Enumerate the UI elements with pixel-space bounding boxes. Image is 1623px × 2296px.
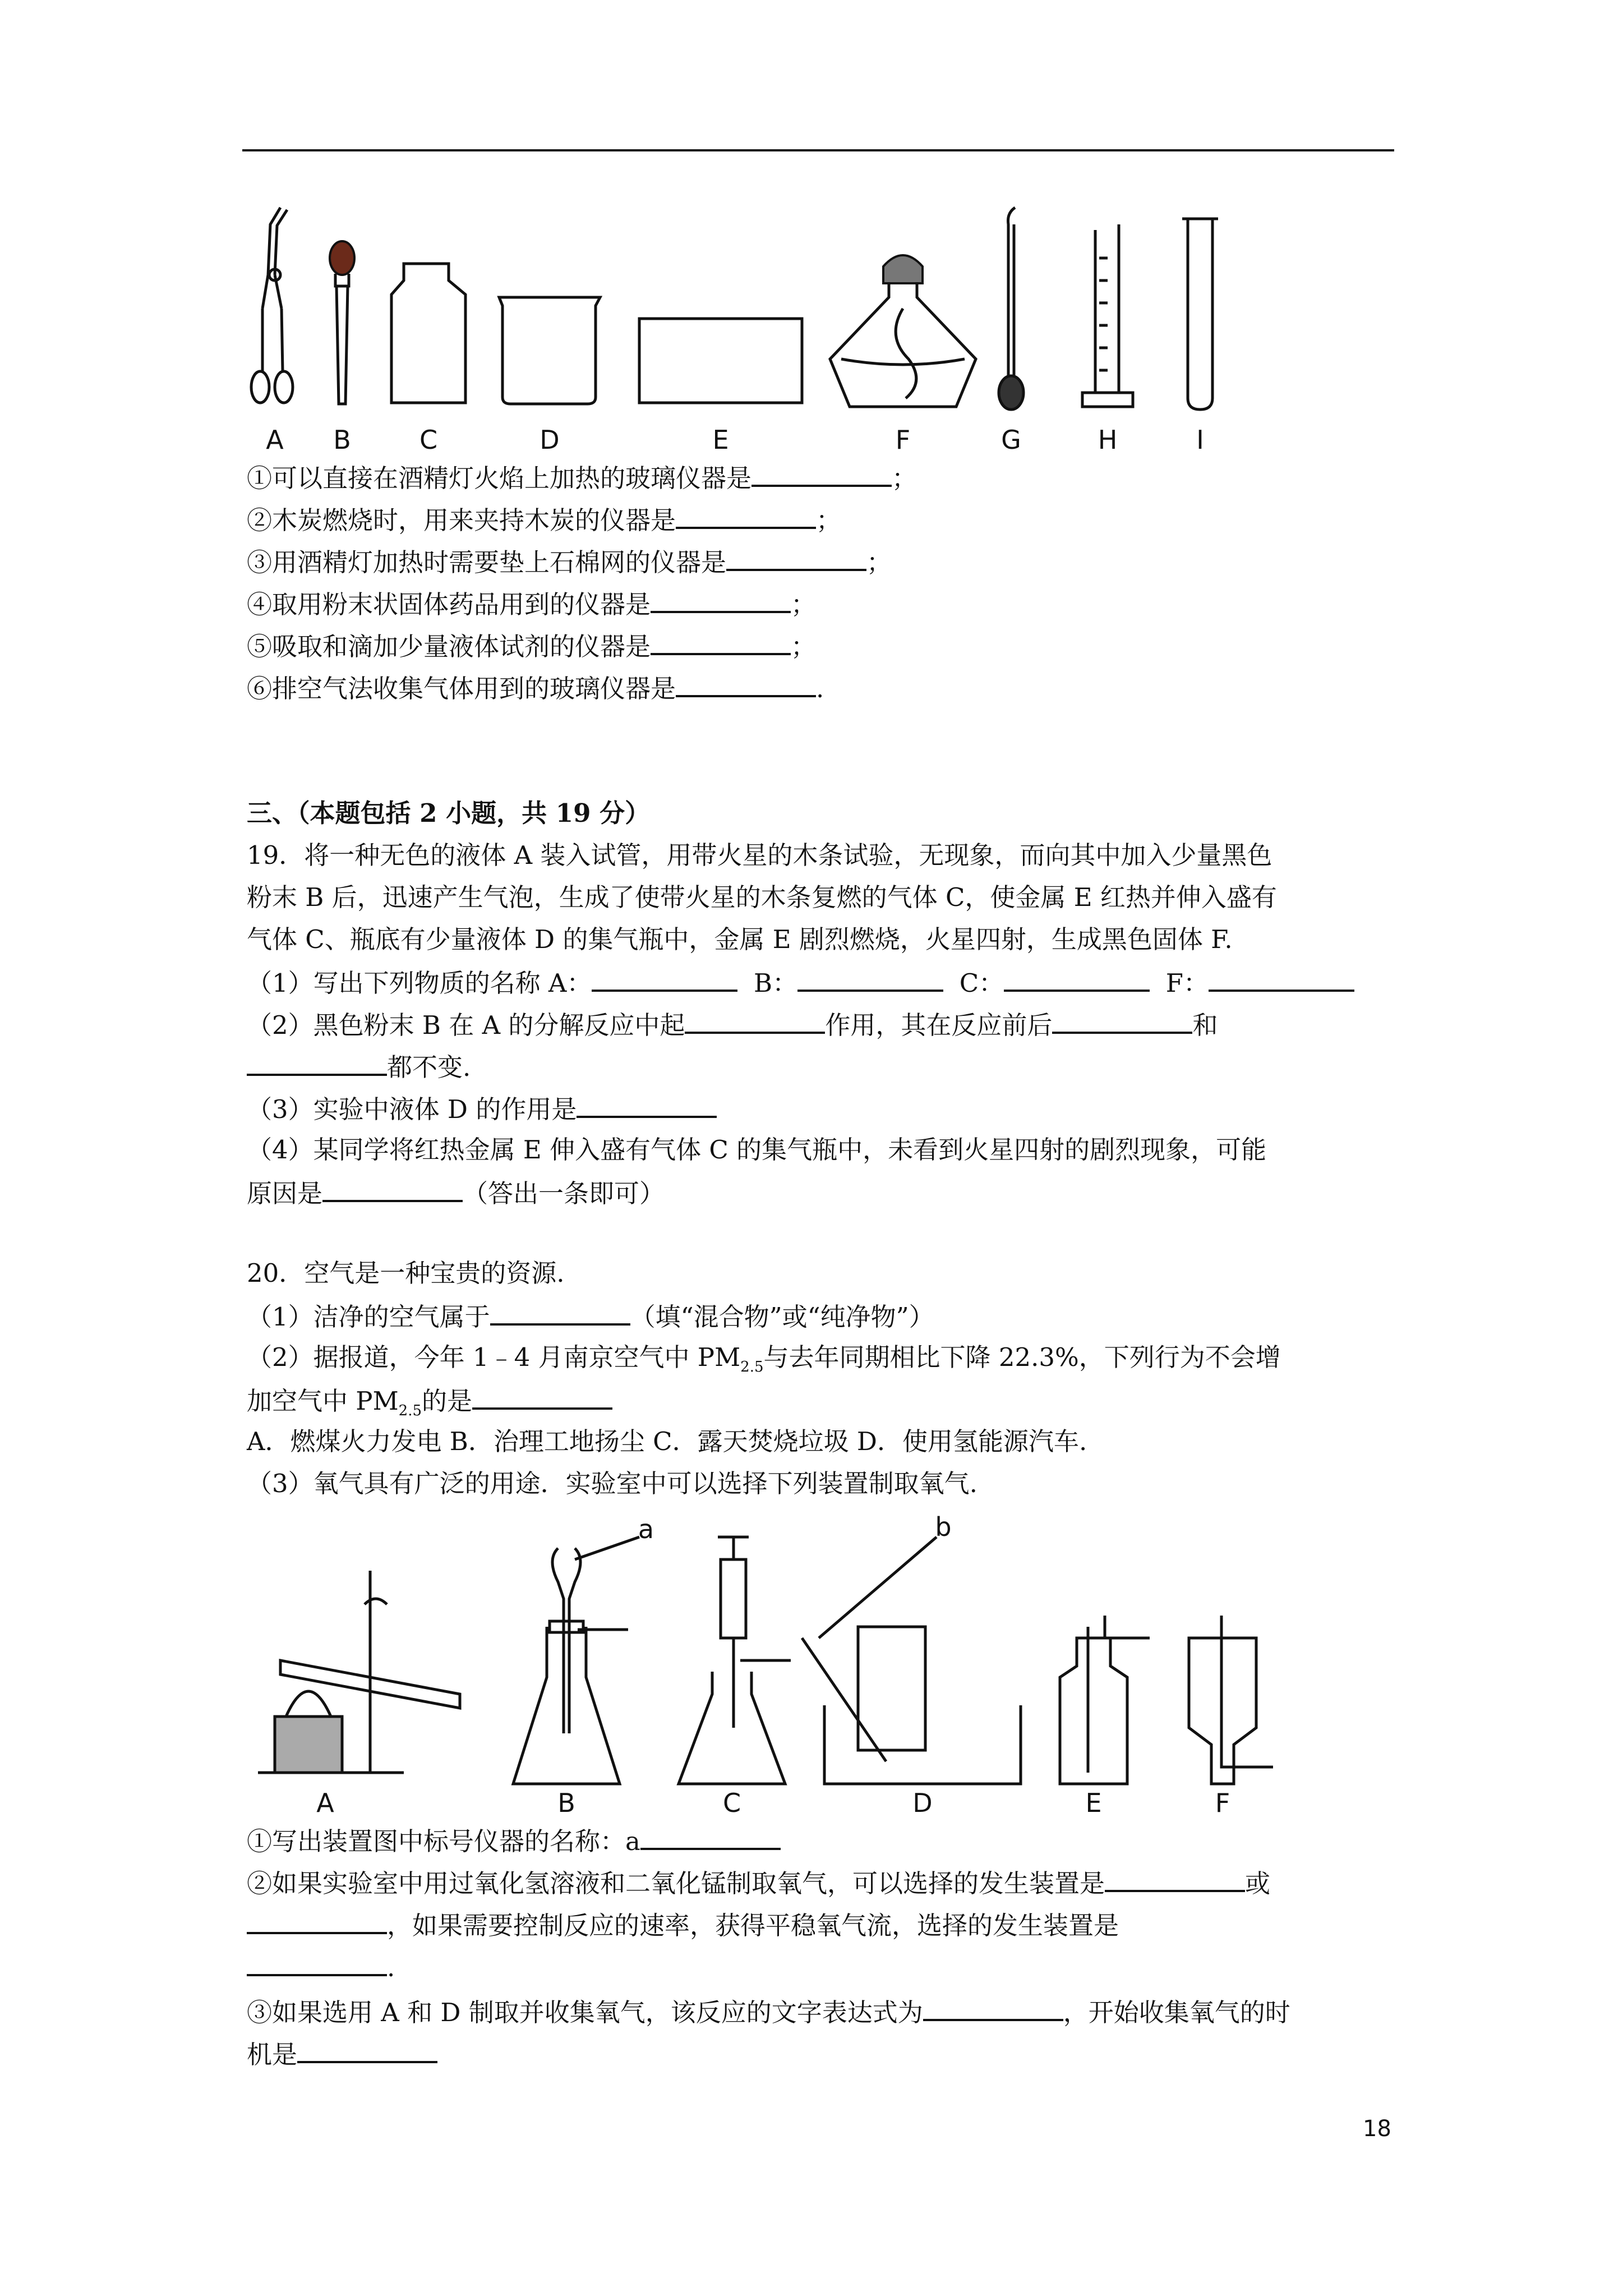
answer-blank[interactable] — [797, 965, 943, 992]
answer-blank[interactable] — [640, 1823, 781, 1850]
answer-blank[interactable] — [592, 965, 737, 992]
instrument-label: H — [1098, 425, 1118, 455]
answer-blank[interactable] — [577, 1091, 717, 1118]
answer-blank[interactable] — [247, 1907, 387, 1934]
header-rule — [242, 149, 1394, 151]
q18-item — [247, 460, 917, 495]
trough-icon — [639, 319, 802, 403]
q19-part4: （4）某同学将红热金属 E 伸入盛有气体 C 的集气瓶中，未看到火星四射的剧烈现象，可能 — [247, 1135, 1267, 1165]
instruments-figure — [236, 191, 1245, 454]
answer-blank[interactable] — [472, 1383, 612, 1410]
answer-blank[interactable] — [751, 460, 892, 487]
q20-part2: （2）据报道，今年 1﹣4 月南京空气中 $PM_{2.5}$与去年同期相比下降 22.3%，下列行为不会增 — [247, 1342, 1281, 1375]
q19-part1: （1）写出下列物质的名称 A： B： C： F： — [247, 965, 1354, 1000]
instrument-label: D — [540, 425, 560, 455]
q19-part3: （3）实验中液体 D 的作用是 — [247, 1091, 717, 1126]
q18-item — [247, 544, 892, 579]
q18-item-end: ； — [866, 547, 892, 577]
callout-label: a — [638, 1514, 654, 1544]
beaker-icon — [499, 297, 600, 404]
q18-item-end: ； — [791, 632, 817, 661]
q20-sub3: ③如果选用 A 和 D 制取并收集氧气，该反应的文字表达式为 ，开始收集氧气的时 — [247, 1994, 1290, 2030]
q18-item-end: ； — [791, 590, 817, 619]
q19-part2: （2）黑色粉末 B 在 A 的分解反应中起 作用，其在反应前后 和 — [247, 1007, 1218, 1042]
graduated-cylinder-icon — [1082, 224, 1133, 407]
answer-blank[interactable] — [490, 1299, 630, 1326]
answer-blank[interactable] — [1105, 1865, 1245, 1892]
answer-blank[interactable] — [1004, 965, 1150, 992]
apparatus-figure — [236, 1512, 1301, 1818]
answer-blank[interactable] — [297, 2036, 437, 2063]
test-tube-icon — [1182, 219, 1218, 409]
instrument-label: C — [419, 425, 438, 455]
answer-blank[interactable] — [322, 1175, 463, 1202]
alcohol-lamp-icon — [830, 255, 976, 407]
q18-item-text: ⑥排空气法收集气体用到的玻璃仪器是 — [247, 674, 676, 703]
q19-stem-3: 气体 C、瓶底有少量液体 D 的集气瓶中，金属 E 剧烈燃烧，火星四射，生成黑色固体 F. — [247, 924, 1233, 954]
q20-sub2: ②如果实验室中用过氧化氢溶液和二氧化锰制取氧气，可以选择的发生装置是 或 — [247, 1865, 1270, 1901]
apparatus-label: C — [722, 1788, 741, 1818]
q18-item-end: ； — [892, 463, 917, 493]
answer-blank[interactable] — [676, 670, 816, 697]
water-collection-icon — [802, 1537, 1021, 1784]
instrument-label: B — [333, 425, 351, 455]
callout-label: b — [935, 1512, 952, 1542]
q19-stem-1: 19．将一种无色的液体 A 装入试管，用带火星的木条试验，无现象，而向其中加入少量黑色 — [247, 840, 1272, 870]
instrument-label: I — [1196, 425, 1204, 455]
apparatus-label: E — [1085, 1788, 1102, 1818]
answer-blank[interactable] — [247, 1049, 387, 1076]
q20-sub1: ①写出装置图中标号仪器的名称：a — [247, 1823, 781, 1858]
q18-item — [247, 502, 841, 537]
q19-part2-cont: 都不变. — [247, 1049, 471, 1084]
apparatus-label: F — [1215, 1788, 1230, 1818]
instrument-label: G — [1001, 425, 1021, 455]
apparatus-label: B — [557, 1788, 575, 1818]
flask-syringe-icon — [679, 1537, 791, 1784]
instrument-label: A — [266, 425, 284, 455]
q19-stem-2: 粉末 B 后，迅速产生气泡，生成了使带火星的木条复燃的气体 C，使金属 E 红热并伸入盛有 — [247, 882, 1277, 912]
q18-item — [247, 670, 824, 706]
gas-bottle-icon — [1060, 1616, 1150, 1784]
q18-item — [247, 586, 816, 622]
q20-sub2-cont: ，如果需要控制反应的速率，获得平稳氧气流，选择的发生装置是 — [247, 1907, 1119, 1943]
flask-thistle-funnel-icon — [513, 1537, 639, 1784]
heating-apparatus-icon — [258, 1571, 460, 1773]
wide-mouth-bottle-icon — [391, 264, 465, 403]
answer-blank[interactable] — [923, 1994, 1063, 2021]
q18-item-end: ； — [816, 505, 842, 535]
q19-part4-cont: 原因是 （答出一条即可） — [247, 1175, 665, 1211]
section-heading: 三、（本题包括 2 小题，共 19 分） — [247, 798, 651, 828]
answer-blank[interactable] — [676, 502, 816, 529]
answer-blank[interactable] — [651, 628, 791, 655]
q18-item-text: ③用酒精灯加热时需要垫上石棉网的仪器是 — [247, 547, 727, 577]
dropper-icon — [330, 241, 354, 404]
q18-item-end: . — [816, 674, 824, 703]
apparatus-label: D — [912, 1788, 933, 1818]
q20-stem: 20．空气是一种宝贵的资源. — [247, 1258, 565, 1288]
answer-blank[interactable] — [685, 1007, 825, 1034]
q18-item-text: ②木炭燃烧时，用来夹持木炭的仪器是 — [247, 505, 676, 535]
answer-blank[interactable] — [651, 586, 791, 613]
answer-blank[interactable] — [1209, 965, 1354, 992]
instrument-label: F — [895, 425, 911, 455]
combustion-spoon-icon — [999, 208, 1023, 409]
q20-part1: （1）洁净的空气属于 （填“混合物”或“纯净物”） — [247, 1299, 934, 1334]
q20-sub3-cont: 机是 — [247, 2036, 437, 2072]
answer-blank[interactable] — [1052, 1007, 1192, 1034]
inverted-bottle-icon — [1189, 1616, 1273, 1784]
q18-item — [247, 628, 816, 664]
q20-options: A．燃煤火力发电 B．治理工地扬尘 C．露天焚烧垃圾 D．使用氢能源汽车. — [247, 1427, 1087, 1456]
q18-item-text: ①可以直接在酒精灯火焰上加热的玻璃仪器是 — [247, 463, 752, 493]
q18-item-text: ④取用粉末状固体药品用到的仪器是 — [247, 590, 651, 619]
answer-blank[interactable] — [726, 544, 866, 571]
q20-sub2-cont2: . — [247, 1949, 395, 1985]
q20-part3: （3）氧气具有广泛的用途．实验室中可以选择下列装置制取氧气. — [247, 1469, 978, 1498]
page-number: 18 — [1363, 2116, 1391, 2142]
apparatus-label: A — [316, 1788, 334, 1818]
crucible-tongs-icon — [251, 208, 293, 403]
instrument-label: E — [712, 425, 729, 455]
q18-item-text: ⑤吸取和滴加少量液体试剂的仪器是 — [247, 632, 651, 661]
answer-blank[interactable] — [247, 1949, 387, 1976]
q20-part2-cont: 加空气中 $PM_{2.5}$的是 — [247, 1383, 612, 1428]
